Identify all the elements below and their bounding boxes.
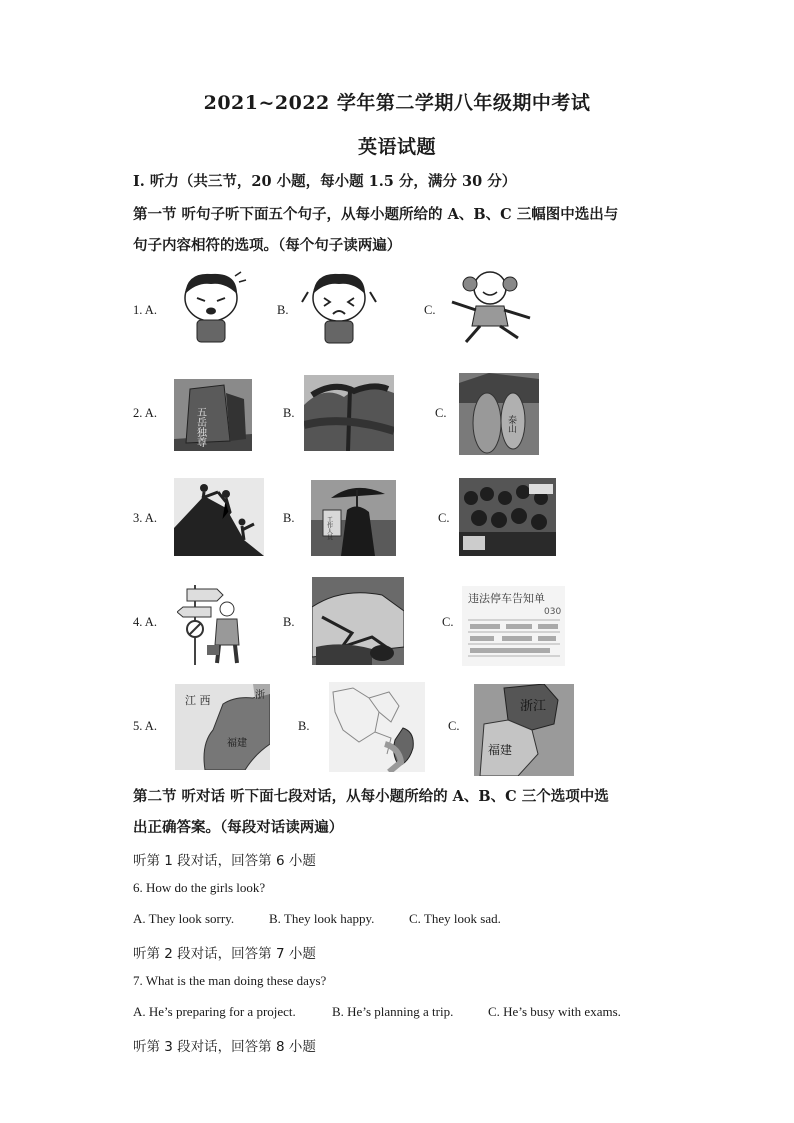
q3-image-a <box>174 478 264 556</box>
q3-image-b <box>311 480 396 556</box>
q6-option-c: C. They look sad. <box>409 911 501 926</box>
q2-image-b <box>304 375 394 451</box>
q7-option-c: C. He’s busy with exams. <box>488 1004 621 1019</box>
q3-label-b: B. <box>283 511 295 525</box>
q2-label-b: B. <box>283 406 295 420</box>
q2-label-c: C. <box>435 406 447 420</box>
part2-instructions-line2: 出正确答案。（每段对话读两遍） <box>133 819 344 836</box>
q5-label-b: B. <box>298 719 310 733</box>
q5-label-c: C. <box>448 719 460 733</box>
question-6-stem: 6. How do the girls look? <box>133 880 266 895</box>
q4-image-b <box>312 577 404 665</box>
q5-image-c-fujian: 福建 <box>488 743 513 757</box>
q1-image-a <box>175 268 250 346</box>
q1-image-c <box>446 268 536 346</box>
question-7-stem: 7. What is the man doing these days? <box>133 973 327 988</box>
q2-label-a: 2. A. <box>133 406 157 420</box>
q5-label-a: 5. A. <box>133 719 157 733</box>
dialogue-2-intro: 听第 2 段对话，回答第 7 小题 <box>133 946 316 962</box>
exam-subtitle: 英语试题 <box>357 136 436 158</box>
q2-image-c <box>459 373 539 455</box>
part1-instructions-line1: 第一节 听句子听下面五个句子，从每小题所给的 A、B、C 三幅图中选出与 <box>133 206 619 223</box>
q6-option-b: B. They look happy. <box>269 911 375 926</box>
q4-image-c-number: 030 <box>544 607 562 617</box>
q1-image-b <box>300 268 378 348</box>
question-7-options <box>133 1004 621 1020</box>
q5-image-a-jiangxi: 江 西 <box>185 694 211 707</box>
part2-instructions-line1: 第二节 听对话 听下面七段对话，从每小题所给的 A、B、C 三个选项中选 <box>133 788 609 805</box>
q5-image-c <box>474 684 574 776</box>
q1-label-a: 1. A. <box>133 303 157 317</box>
dialogue-3-intro: 听第 3 段对话，回答第 8 小题 <box>133 1039 316 1055</box>
q5-image-a-fujian: 福建 <box>227 738 247 749</box>
part1-instructions-line2: 句子内容相符的选项。（每个句子读两遍） <box>133 237 402 254</box>
q2-image-c-text: 泰山 <box>506 415 516 433</box>
q5-image-c-zhejiang: 浙江 <box>520 699 547 714</box>
q4-label-c: C. <box>442 615 454 629</box>
q4-label-a: 4. A. <box>133 615 157 629</box>
q2-image-a <box>174 379 252 451</box>
listening-heading: I. 听力（共三节，20 小题，每小题 1.5 分，满分 30 分） <box>133 173 517 190</box>
q5-image-a <box>175 684 270 770</box>
q6-option-a: A. They look sorry. <box>133 911 235 926</box>
exam-title: 2021~2022 学年第二学期八年级期中考试 <box>203 92 591 114</box>
q4-image-c <box>462 586 565 666</box>
q5-image-a-zhe: 浙 <box>255 690 265 701</box>
q1-label-b: B. <box>277 303 289 317</box>
q3-image-c <box>459 478 556 556</box>
q4-label-b: B. <box>283 615 295 629</box>
q3-label-c: C. <box>438 511 450 525</box>
q4-image-a <box>177 579 255 665</box>
q3-label-a: 3. A. <box>133 511 157 525</box>
q7-option-a: A. He’s preparing for a project. <box>133 1004 296 1019</box>
question-6-options <box>133 911 501 927</box>
q7-option-b: B. He’s planning a trip. <box>332 1004 454 1019</box>
dialogue-1-intro: 听第 1 段对话，回答第 6 小题 <box>133 853 316 869</box>
q5-image-b <box>329 682 425 772</box>
q2-image-a-text: 五岳独尊 <box>194 407 206 447</box>
q3-image-b-text: 工作人员 <box>325 516 333 540</box>
q1-label-c: C. <box>424 303 436 317</box>
q4-image-c-title: 违法停车告知单 <box>468 592 545 605</box>
